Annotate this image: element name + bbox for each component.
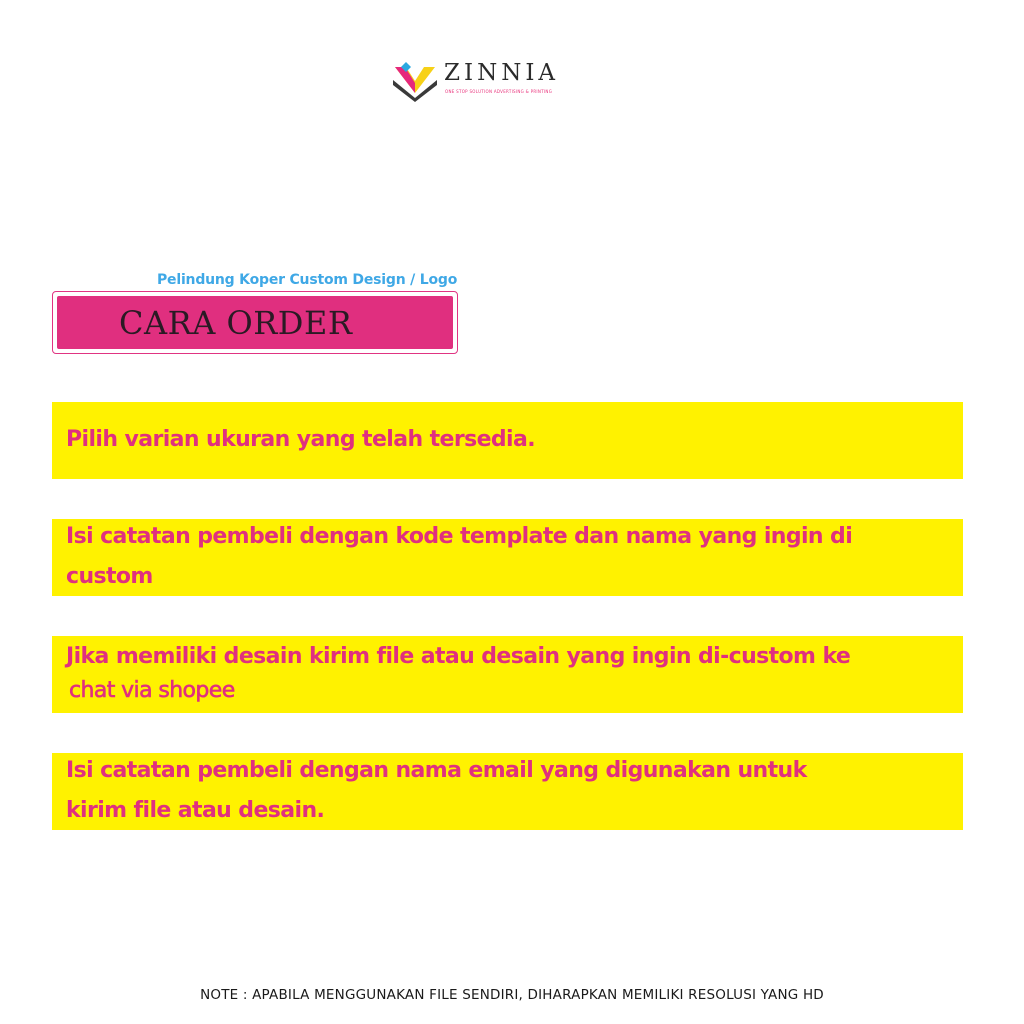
- step-1-line-1: Pilih varian ukuran yang telah tersedia.: [66, 427, 535, 452]
- step-4-line-1: Isi catatan pembeli dengan nama email yang digunakan untuk: [66, 758, 807, 783]
- step-text-4: [66, 751, 807, 831]
- step-2-line-1: Isi catatan pembeli dengan kode template dan nama yang ingin di: [66, 524, 853, 549]
- step-box-3: [52, 636, 963, 713]
- zinnia-logo-icon: [392, 58, 438, 102]
- step-2-line-2: custom: [66, 564, 153, 589]
- brand-name: ZINNIA: [444, 60, 560, 86]
- step-text-3: [66, 637, 850, 711]
- order-banner: [52, 291, 458, 354]
- brand-tagline: ONE STOP SOLUTION ADVERTISING & PRINTING: [445, 89, 553, 94]
- order-banner-title: CARA ORDER: [119, 304, 353, 342]
- brand-logo: [392, 56, 572, 106]
- order-banner-fill: [57, 296, 453, 349]
- step-box-2: [52, 519, 963, 596]
- footer-note: NOTE : APABILA MENGGUNAKAN FILE SENDIRI, DIHARAPKAN MEMILIKI RESOLUSI YANG HD: [200, 987, 824, 1003]
- step-text-2: [66, 517, 852, 597]
- step-3-line-1: Jika memiliki desain kirim file atau desain yang ingin di-custom ke: [66, 644, 851, 669]
- step-4-line-2: kirim file atau desain.: [66, 798, 325, 823]
- step-text-1: [66, 420, 535, 460]
- step-box-1: [52, 402, 963, 479]
- product-subtitle: Pelindung Koper Custom Design / Logo: [157, 272, 458, 288]
- step-box-4: [52, 753, 963, 830]
- step-3-line-2: chat via shopee: [69, 678, 235, 703]
